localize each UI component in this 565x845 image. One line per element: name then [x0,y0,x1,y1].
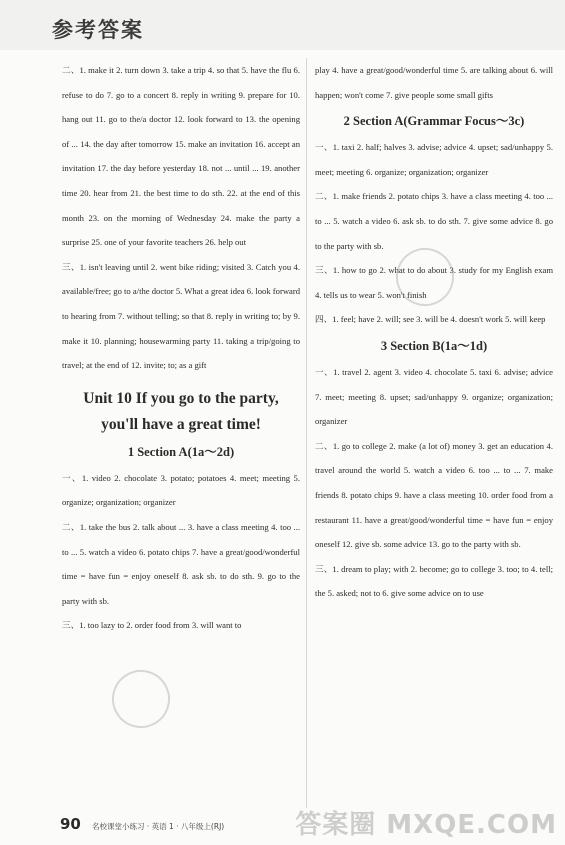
answer-block: 三、1. how to go 2. what to do about 3. study for my English exam 4. tells us to wear 5. won't finish [315,265,553,300]
right-column [315,58,553,606]
watermark: 答案圈 MXQE.COM [295,810,557,840]
answer-block: 三、1. too lazy to 2. order food from 3. will want to [62,620,242,631]
book-info: 名校课堂小练习 · 英语 1 · 八年级上(RJ) [91,822,225,831]
answer-block: 二、1. take the bus 2. talk about ... 3. have a class meeting 4. too ... to ... 5. watch a video 6. potato chips 7. have a great/good/wonderful time = have fun = enjoy oneself 8. ask sb. to do sth. 9. go to the party with sb. [62,521,300,606]
page-title: 参考答案 [52,18,144,42]
answer-block: 二、1. make friends 2. potato chips 3. have a class meeting 4. too ... to ... 5. watch a video 6. ask sb. to do sth. 7. give some advice 8. go to the party with sb. [315,191,553,251]
footer [60,814,224,833]
answer-block: 三、1. dream to play; with 2. become; go to college 3. too; to 4. tell; the 5. asked; not to 6. give some advice on to use [315,563,553,599]
unit-title [62,386,300,438]
section-title: 2 Section A(Grammar Focus～3c) [343,114,525,129]
answer-block: 一、1. video 2. chocolate 3. potato; potatoes 4. meet; meeting 5. organize; organization; organizer [62,472,300,508]
watermark-stamp-icon [102,660,179,737]
answer-block: 二、1. go to college 2. make (a lot of) money 3. get an education 4. travel around the world 5. watch a video 6. too ... to ... 7. make friends 8. potato chips 9. have a class meeting 10. order food from a restaurant 11. have a great/good/wonderful time = have fun = enjoy oneself 12. give sb. some advice 13. go to the party with sb. [315,440,553,550]
left-column [62,58,300,638]
answer-block: 一、1. taxi 2. half; halves 3. advise; advice 4. upset; sad/unhappy 5. meet; meeting 6. organize; organization; organizer [315,142,553,177]
section-title: 3 Section B(1a～1d) [380,338,488,353]
column-divider [306,58,307,808]
page-number: 90 [60,815,81,833]
unit-title-line: you'll have a great time! [101,415,261,433]
answer-block: 二、1. make it 2. turn down 3. take a trip 4. so that 5. have the flu 6. refuse to do 7. go to a concert 8. reply in writing 9. prepare for 10. hang out 11. go to the/a doctor 12. look forward to 13. the opening of ... 14. the day after tomorrow 15. make an invitation 16. accept an invitation 17. the day before yesterday 18. not ... until ... 19. another time 20. hear from 21. the best time to do sth. 22. at the end of this month 23. on the morning of Wednesday 24. make the party a surprise 25. one of your favorite teachers 26. help out [62,65,300,248]
answer-block: 三、1. isn't leaving until 2. went bike riding; visited 3. Catch you 4. available/free; go to a/the doctor 5. What a great idea 6. look forward to hearing from 7. without telling; so that 8. reply in writing to; by 9. make it 10. planning; housewarming party 11. taking a trip/going to travel; at the end of 12. invite; to; as a gift [62,261,300,371]
answer-block: 四、1. feel; have 2. will; see 3. will be 4. doesn't work 5. will keep [315,314,546,325]
header-bar [0,0,565,50]
answer-block: play 4. have a great/good/wonderful time 5. are talking about 6. will happen; won't come 7. give people some small gifts [315,65,553,100]
section-title: 1 Section A(1a～2d) [127,444,235,459]
answer-block: 一、1. travel 2. agent 3. video 4. chocolate 5. taxi 6. advise; advice 7. meet; meeting 8. upset; sad/unhappy 9. organize; organization; organizer [315,366,553,427]
unit-title-line: Unit 10 If you go to the party, [83,389,279,407]
